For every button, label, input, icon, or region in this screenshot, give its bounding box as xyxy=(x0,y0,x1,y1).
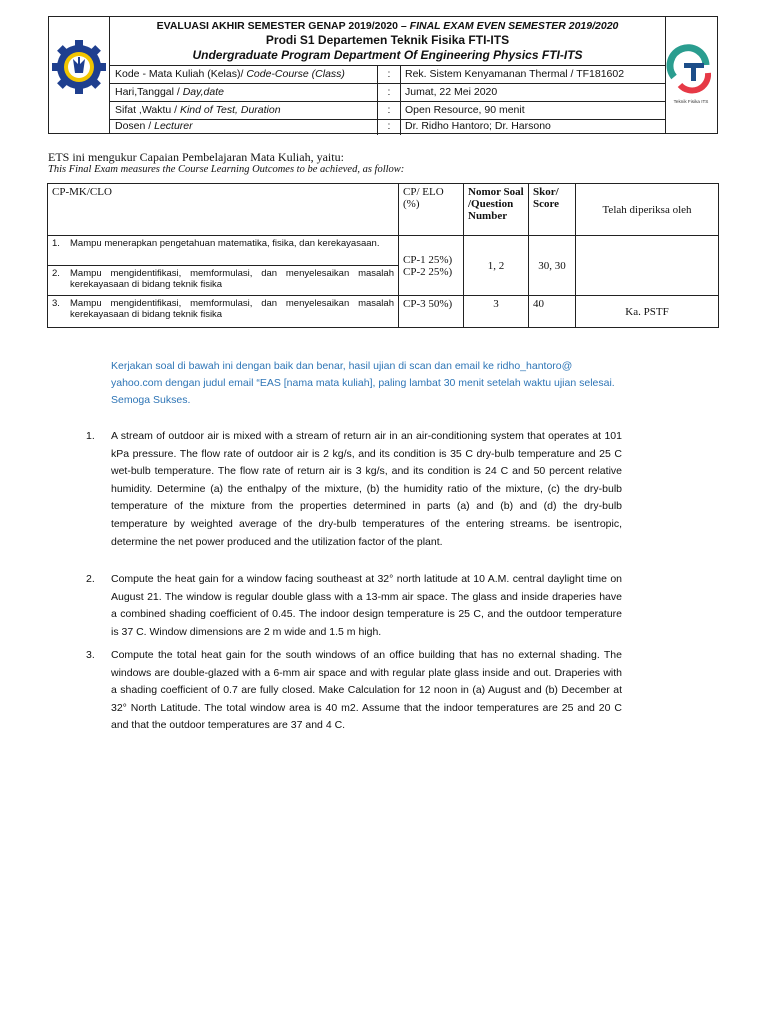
info-label: Sifat ,Waktu / Kind of Test, Duration xyxy=(115,104,281,116)
info-row-date xyxy=(109,84,666,102)
intro-line-en: This Final Exam measures the Course Learning Outcomes to be achieved, as follow: xyxy=(48,164,405,175)
clo-header-row xyxy=(48,184,719,236)
instruction-note: Kerjakan soal di bawah ini dengan baik dan benar, hasil ujian di scan dan email ke ridho_hantoro@ yahoo.com dengan judul email “EAS [nama mata kuliah], paling lambat 30 menit setelah waktu ujian selesai. Semoga Sukses. xyxy=(111,360,615,406)
info-value: Dr. Ridho Hantoro; Dr. Harsono xyxy=(405,120,551,132)
its-logo-cell xyxy=(49,17,110,133)
question-number: 1. xyxy=(86,430,95,442)
clo-cell xyxy=(48,236,399,266)
cp-cell xyxy=(399,236,464,296)
clo-text: Mampu menerapkan pengetahuan matematika, fisika, dan kerekayasaan. xyxy=(70,238,380,249)
checked-cell xyxy=(576,236,719,296)
clo-text: Mampu mengidentifikasi, memformulasi, dan menyelesaikan masalah kerekayasaan di bidang teknik fisika xyxy=(70,298,394,320)
info-label: Dosen / Lecturer xyxy=(115,120,193,132)
info-value: Rek. Sistem Kenyamanan Thermal / TF181602 xyxy=(405,68,625,80)
question-2 xyxy=(86,571,622,641)
tf-logo-caption: Teknik Fisika ITS xyxy=(673,99,709,104)
table-row xyxy=(48,236,719,266)
question-1 xyxy=(86,428,622,551)
clo-number: 3. xyxy=(52,298,60,309)
info-colon: : xyxy=(377,118,401,135)
table-row xyxy=(48,296,719,328)
clo-cell xyxy=(48,296,399,328)
tf-logo-cell xyxy=(665,17,717,133)
skor-cell: 40 xyxy=(529,296,576,328)
clo-text: Mampu mengidentifikasi, memformulasi, dan menyelesaikan masalah kerekayasaan di bidang teknik fisika xyxy=(70,268,394,290)
info-colon: : xyxy=(377,102,401,119)
info-value: Jumat, 22 Mei 2020 xyxy=(405,86,498,98)
header-title-block xyxy=(109,17,666,66)
info-row-course xyxy=(109,66,666,84)
header-line2: Prodi S1 Departemen Teknik Fisika FTI-ITS xyxy=(265,33,510,47)
col-header-checked: Telah diperiksa oleh xyxy=(576,184,719,236)
checked-cell: Ka. PSTF xyxy=(576,296,719,328)
question-number: 2. xyxy=(86,573,95,585)
question-text: Compute the heat gain for a window facing southeast at 32° north latitude at 10 A.M. central daylight time on August 21. The window is regular double glass with a 13-mm air space. The glass and inside draperies have a combined shading coefficient of 0.45. The indoor design temperature is 25 C, and the outdoor temperature is 37 C. Window dimensions are 2 m wide and 1.5 m high. xyxy=(111,573,622,638)
cp-cell: CP-3 50%) xyxy=(399,296,464,328)
cp-value: CP-2 25%) xyxy=(403,265,453,278)
clo-cell xyxy=(48,266,399,296)
question-3 xyxy=(86,647,622,735)
tf-logo-icon xyxy=(666,17,717,133)
info-colon: : xyxy=(377,66,401,83)
skor-cell: 30, 30 xyxy=(529,236,576,296)
its-logo-icon xyxy=(49,17,109,133)
question-number: 3. xyxy=(86,649,95,661)
header-line3: Undergraduate Program Department Of Engineering Physics FTI-ITS xyxy=(192,48,583,62)
cp-value: CP-1 25%) xyxy=(403,253,453,266)
info-colon: : xyxy=(377,84,401,101)
question-text: Compute the total heat gain for the south windows of an office building that has no external shading. The windows are double-glazed with a 6-mm air space and with regular plate glass inside and out. Draperies with a shading coefficient of 0.7 are fully closed. Make Calculation for 12 noon in (a) August and (b) December at 32° North Latitude. The total window area is 40 m2. Assume that the indoor temperatures are 25 and 20 C and that the outdoor temperatures are 37 and 4 C. xyxy=(111,649,622,732)
col-header-cpmk: CP-MK/CLO xyxy=(48,184,399,236)
info-value: Open Resource, 90 menit xyxy=(405,104,525,116)
col-header-skor: Skor/ Score xyxy=(529,184,576,236)
col-header-cpelo: CP/ ELO (%) xyxy=(399,184,464,236)
clo-number: 2. xyxy=(52,268,60,279)
info-label: Kode - Mata Kuliah (Kelas)/ Code-Course (Class) xyxy=(115,68,345,80)
exam-header xyxy=(48,16,718,134)
question-text: A stream of outdoor air is mixed with a stream of return air in an air-conditioning system that operates at 101 kPa pressure. The flow rate of outdoor air is 2 kg/s, and its condition is 35 C dry-bulb temperature and 25 C wet-bulb temperature. The flow rate of return air is 3 kg/s, and its condition is 24 C and 50 percent relative humidity. Determine (a) the enthalpy of the mixture, (b) the humidity ratio of the mixture, (c) the dry-bulb temperature of the mixture from the properties determined in parts (a) and (b) and (d) the dry-bulb temperature by weighted average of the dry-bulb temperatures of the entering streams. be isentropic, determine the net power produced and the utilization factor of the plant. xyxy=(111,430,622,548)
nomor-cell: 3 xyxy=(464,296,529,328)
nomor-cell: 1, 2 xyxy=(464,236,529,296)
info-row-lecturer xyxy=(109,118,666,135)
header-line1: EVALUASI AKHIR SEMESTER GENAP 2019/2020 – FINAL EXAM EVEN SEMESTER 2019/2020 xyxy=(156,20,619,32)
clo-number: 1. xyxy=(52,238,60,249)
intro-line-id: ETS ini mengukur Capaian Pembelajaran Mata Kuliah, yaitu: xyxy=(48,150,344,164)
col-header-nomor: Nomor Soal /Question Number xyxy=(464,184,529,236)
clo-table xyxy=(47,183,719,328)
info-label: Hari,Tanggal / Day,date xyxy=(115,86,224,98)
